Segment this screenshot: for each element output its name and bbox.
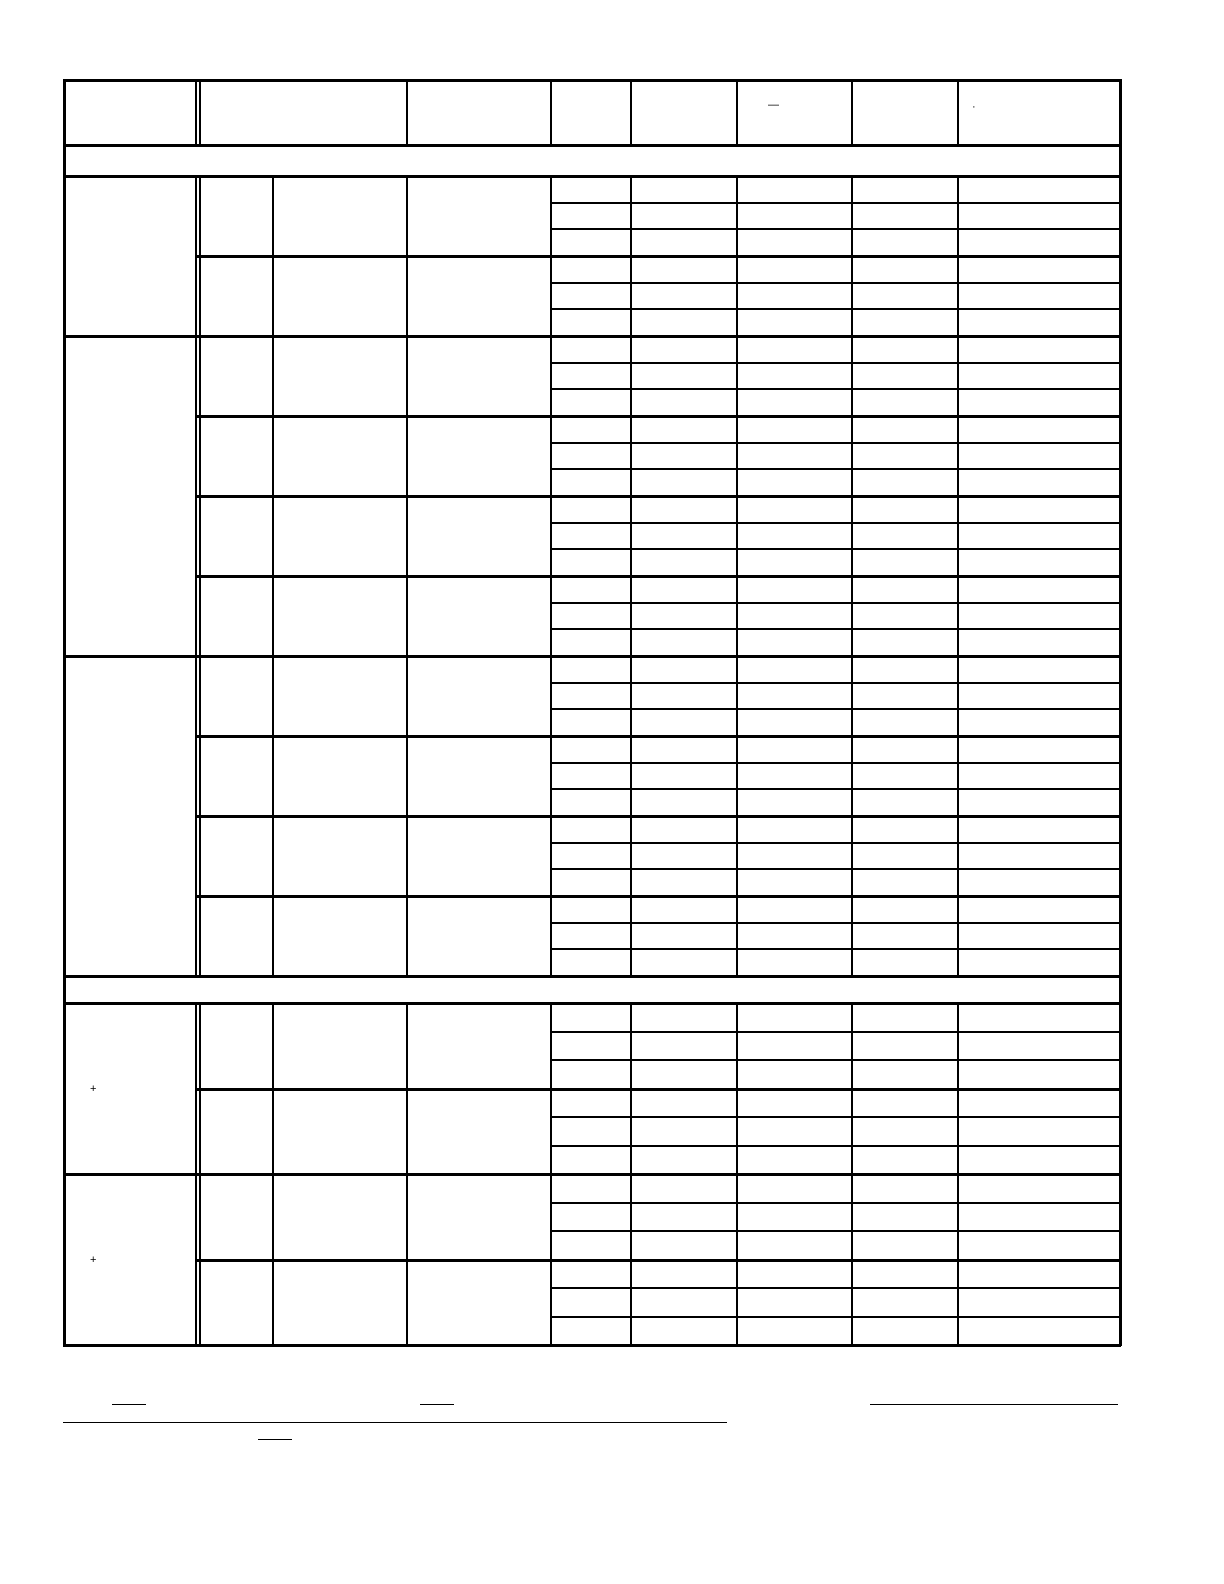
header-column-divider	[851, 79, 853, 145]
group-double-divider	[195, 1174, 197, 1345]
header-column-divider	[406, 79, 408, 145]
header-column-divider	[957, 79, 959, 145]
sub-row-rule	[197, 815, 1121, 818]
table-left-border	[63, 79, 66, 1346]
sub-row-rule	[197, 1088, 1121, 1091]
sub-row-rule	[197, 895, 1121, 898]
line-row-rule	[551, 228, 1121, 230]
line-row-rule	[551, 922, 1121, 924]
header-column-divider	[736, 79, 738, 145]
sub-row-rule	[197, 1259, 1121, 1262]
sub-column-divider	[272, 176, 274, 336]
signature-underline[interactable]	[420, 1404, 454, 1405]
line-row-rule	[551, 1145, 1121, 1147]
value-column-divider	[736, 656, 738, 976]
header-column-divider	[550, 79, 552, 145]
sub-column-divider	[272, 656, 274, 976]
line-row-rule	[551, 708, 1121, 710]
value-column-divider	[630, 656, 632, 976]
sub-column-divider	[550, 176, 552, 336]
table-bottom-border	[63, 1344, 1121, 1347]
line-row-rule	[551, 362, 1121, 364]
value-column-divider	[851, 656, 853, 976]
value-column-divider	[736, 176, 738, 336]
group-rule	[63, 1173, 1121, 1176]
line-row-rule	[551, 868, 1121, 870]
table-right-border	[1119, 79, 1122, 1346]
signature-underline[interactable]	[258, 1439, 292, 1440]
line-row-rule	[551, 628, 1121, 630]
line-row-rule	[551, 282, 1121, 284]
group-double-divider	[199, 176, 201, 336]
line-row-rule	[551, 762, 1121, 764]
line-row-rule	[551, 522, 1121, 524]
value-column-divider	[851, 176, 853, 336]
value-column-divider	[630, 176, 632, 336]
header-bottom-rule	[63, 144, 1121, 147]
sub-column-divider	[272, 336, 274, 656]
line-row-rule	[551, 1230, 1121, 1232]
group-double-divider	[199, 1174, 201, 1345]
header-double-divider	[195, 79, 197, 145]
table-top-border	[63, 79, 1121, 82]
line-row-rule	[551, 388, 1121, 390]
value-column-divider	[630, 1174, 632, 1345]
signature-underline[interactable]	[870, 1404, 1118, 1405]
value-column-divider	[736, 336, 738, 656]
line-row-rule	[551, 948, 1121, 950]
group-double-divider	[195, 336, 197, 656]
sub-column-divider	[406, 176, 408, 336]
line-row-rule	[551, 1202, 1121, 1204]
section-band-rule	[63, 975, 1121, 978]
value-column-divider	[630, 336, 632, 656]
sub-row-rule	[197, 575, 1121, 578]
value-column-divider	[851, 1003, 853, 1174]
sub-column-divider	[550, 656, 552, 976]
line-row-rule	[551, 1031, 1121, 1033]
section-band-rule	[63, 175, 1121, 178]
value-column-divider	[957, 1174, 959, 1345]
line-row-rule	[551, 468, 1121, 470]
sub-row-rule	[197, 415, 1121, 418]
line-row-rule	[551, 1287, 1121, 1289]
sub-column-divider	[272, 1174, 274, 1345]
group-double-divider	[199, 656, 201, 976]
sub-column-divider	[550, 336, 552, 656]
line-row-rule	[551, 202, 1121, 204]
line-row-rule	[551, 788, 1121, 790]
header-mark: —	[768, 99, 779, 111]
value-column-divider	[957, 176, 959, 336]
sub-column-divider	[406, 1003, 408, 1174]
header-mark: ·	[972, 101, 976, 113]
section-band-rule	[63, 1002, 1121, 1005]
value-column-divider	[851, 1174, 853, 1345]
header-double-divider	[199, 79, 201, 145]
line-row-rule	[551, 1316, 1121, 1318]
sub-column-divider	[406, 336, 408, 656]
sub-column-divider	[406, 1174, 408, 1345]
group-label: +	[90, 1254, 97, 1266]
sub-column-divider	[550, 1003, 552, 1174]
group-double-divider	[199, 1003, 201, 1174]
value-column-divider	[630, 1003, 632, 1174]
line-row-rule	[551, 1059, 1121, 1061]
sub-row-rule	[197, 255, 1121, 258]
group-double-divider	[195, 176, 197, 336]
group-rule	[63, 335, 1121, 338]
sub-column-divider	[550, 1174, 552, 1345]
line-row-rule	[551, 1116, 1121, 1118]
value-column-divider	[957, 1003, 959, 1174]
header-column-divider	[630, 79, 632, 145]
line-row-rule	[551, 602, 1121, 604]
line-row-rule	[551, 682, 1121, 684]
sub-column-divider	[406, 656, 408, 976]
sub-row-rule	[197, 495, 1121, 498]
line-row-rule	[551, 442, 1121, 444]
line-row-rule	[551, 842, 1121, 844]
group-double-divider	[195, 656, 197, 976]
group-label: +	[90, 1083, 97, 1095]
value-column-divider	[957, 656, 959, 976]
value-column-divider	[736, 1003, 738, 1174]
value-column-divider	[736, 1174, 738, 1345]
value-column-divider	[957, 336, 959, 656]
value-column-divider	[851, 336, 853, 656]
signature-underline[interactable]	[63, 1422, 727, 1423]
group-double-divider	[195, 1003, 197, 1174]
signature-underline[interactable]	[112, 1404, 146, 1405]
line-row-rule	[551, 548, 1121, 550]
group-rule	[63, 655, 1121, 658]
sub-column-divider	[272, 1003, 274, 1174]
group-double-divider	[199, 336, 201, 656]
sub-row-rule	[197, 735, 1121, 738]
line-row-rule	[551, 308, 1121, 310]
